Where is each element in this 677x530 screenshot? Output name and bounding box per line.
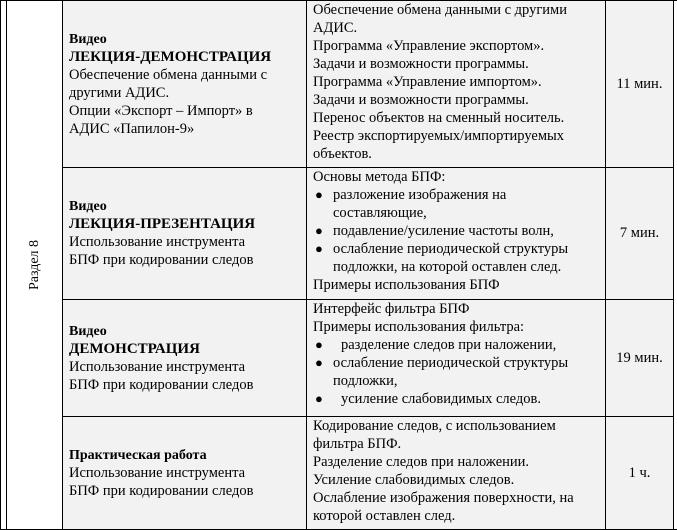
bullet-icon: ● bbox=[315, 354, 323, 372]
bullet-icon: ● bbox=[315, 222, 323, 240]
content-line: которой оставлен след. bbox=[313, 507, 602, 525]
topic-cell bbox=[63, 417, 307, 530]
content-line: Кодирование следов, с использованием bbox=[313, 417, 602, 435]
table-row bbox=[1, 300, 677, 417]
topic-kind: Практическая работа bbox=[69, 447, 300, 464]
content-cell bbox=[307, 1, 606, 168]
content-line: Задачи и возможности программы. bbox=[313, 55, 602, 73]
right-edge-cell bbox=[674, 1, 677, 530]
section-cell bbox=[7, 1, 63, 530]
topic-format: ЛЕКЦИЯ-ПРЕЗЕНТАЦИЯ bbox=[69, 215, 300, 233]
content-line: фильтра БПФ. bbox=[313, 435, 602, 453]
topic-format: ДЕМОНСТРАЦИЯ bbox=[69, 340, 300, 358]
topic-kind: Видео bbox=[69, 198, 300, 215]
topic-cell bbox=[63, 1, 307, 168]
topic-description: Использование инструмента БПФ при кодировании следов bbox=[69, 233, 300, 269]
topic-cell bbox=[63, 300, 307, 417]
bullet-icon: ● bbox=[315, 186, 323, 204]
content-line: Усиление слабовидимых следов. bbox=[313, 471, 602, 489]
content-line: АДИС. bbox=[313, 19, 602, 37]
content-line: Основы метода БПФ: bbox=[313, 168, 602, 186]
table-row bbox=[1, 1, 677, 168]
list-item: ● ослабление периодической структуры подложки, bbox=[313, 354, 602, 390]
bullet-list bbox=[313, 186, 602, 276]
topic-description: Использование инструмента БПФ при кодировании следов bbox=[69, 464, 300, 500]
list-item: ● усиление слабовидимых следов. bbox=[313, 390, 602, 408]
bullet-icon: ● bbox=[315, 240, 323, 258]
table-row bbox=[1, 417, 677, 530]
topic-description: Использование инструмента БПФ при кодировании следов bbox=[69, 358, 300, 394]
content-line: Задачи и возможности программы. bbox=[313, 91, 602, 109]
content-line: Реестр экспортируемых/импортируемых bbox=[313, 127, 602, 145]
content-cell bbox=[307, 417, 606, 530]
content-line: Примеры использования фильтра: bbox=[313, 318, 602, 336]
content-cell bbox=[307, 300, 606, 417]
bullet-icon: ● bbox=[315, 390, 323, 408]
topic-description: Обеспечение обмена данными с другими АДИС. Опции «Экспорт – Импорт» в АДИС «Папилон-9» bbox=[69, 66, 300, 138]
list-item: ● ослабление периодической структуры подложки, на которой оставлен след. bbox=[313, 240, 602, 276]
content-line: Ослабление изображения поверхности, на bbox=[313, 489, 602, 507]
topic-cell bbox=[63, 168, 307, 300]
table-row bbox=[1, 168, 677, 300]
content-line: Перенос объектов на сменный носитель. bbox=[313, 109, 602, 127]
bullet-list bbox=[313, 336, 602, 408]
content-line: Программа «Управление импортом». bbox=[313, 73, 602, 91]
topic-format: ЛЕКЦИЯ-ДЕМОНСТРАЦИЯ bbox=[69, 48, 300, 66]
duration-cell: 11 мин. bbox=[606, 1, 674, 168]
list-item: ● разложение изображения на составляющие, bbox=[313, 186, 602, 222]
content-line: объектов. bbox=[313, 145, 602, 163]
topic-kind: Видео bbox=[69, 31, 300, 48]
list-item: ● подавление/усиление частоты волн, bbox=[313, 222, 602, 240]
list-item: ● разделение следов при наложении, bbox=[313, 336, 602, 354]
duration-cell: 19 мин. bbox=[606, 300, 674, 417]
topic-kind: Видео bbox=[69, 323, 300, 340]
bullet-icon: ● bbox=[315, 336, 323, 354]
duration-cell: 7 мин. bbox=[606, 168, 674, 300]
duration-cell: 1 ч. bbox=[606, 417, 674, 530]
content-line: Интерфейс фильтра БПФ bbox=[313, 300, 602, 318]
section-label: Раздел 8 bbox=[27, 240, 43, 290]
content-line: Разделение следов при наложении. bbox=[313, 453, 602, 471]
content-line: Примеры использования БПФ bbox=[313, 276, 602, 294]
content-line: Обеспечение обмена данными с другими bbox=[313, 1, 602, 19]
content-line: Программа «Управление экспортом». bbox=[313, 37, 602, 55]
content-cell bbox=[307, 168, 606, 300]
